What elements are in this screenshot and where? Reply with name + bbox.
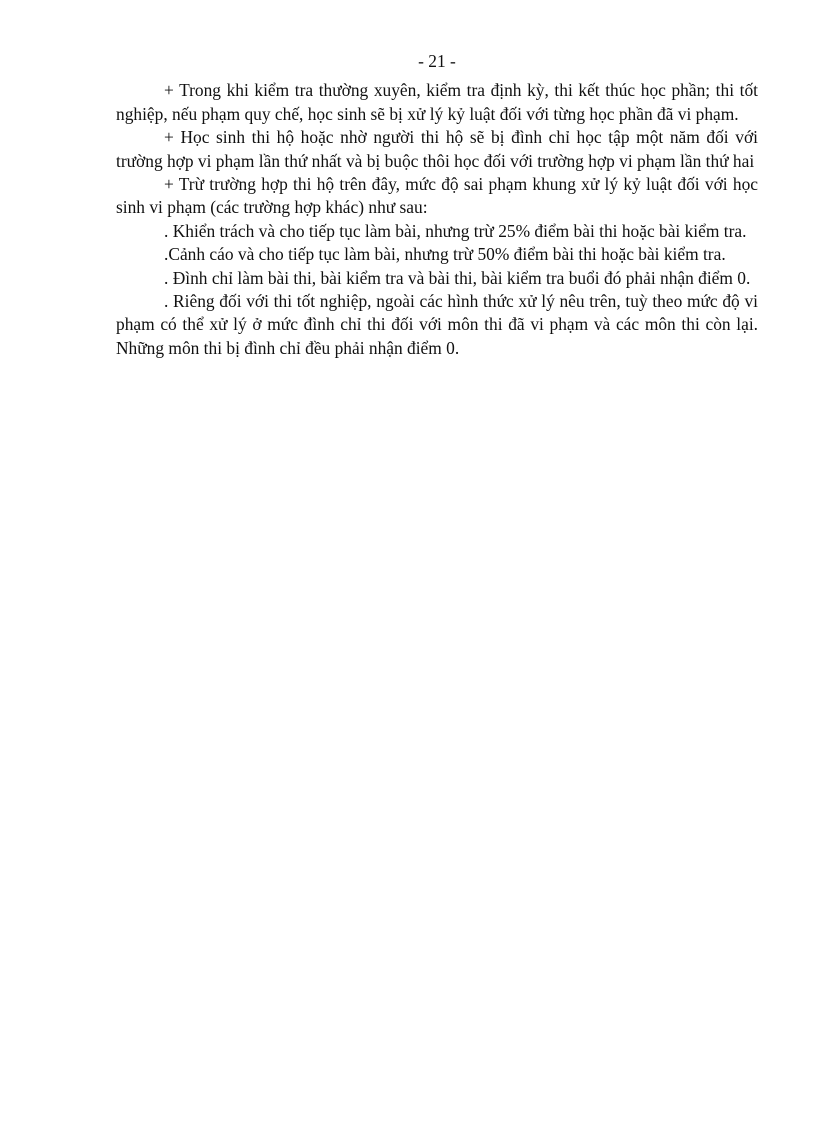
paragraph-exam-violation: + Trong khi kiểm tra thường xuyên, kiểm tra định kỳ, thi kết thúc học phần; thi tốt nghiệp, nếu phạm quy chế, học sinh sẽ bị xử lý kỷ luật đối với từng học phần đã vi phạm.: [116, 80, 758, 124]
paragraph-graduation-exam: . Riêng đối với thi tốt nghiệp, ngoài các hình thức xử lý nêu trên, tuỳ theo mức độ vi phạm có thể xử lý ở mức đình chỉ thi đối với môn thi đã vi phạm và các môn thi còn lại. Những môn thi bị đình chỉ đều phải nhận điểm 0.: [116, 291, 758, 358]
paragraph-other-violations: + Trừ trường hợp thi hộ trên đây, mức độ sai phạm khung xử lý kỷ luật đối với học sinh vi phạm (các trường hợp khác) như sau:: [116, 174, 758, 218]
paragraph-reprimand: . Khiển trách và cho tiếp tục làm bài, nhưng trừ 25% điểm bài thi hoặc bài kiểm tra.: [164, 220, 747, 241]
paragraph-warning: .Cảnh cáo và cho tiếp tục làm bài, nhưng trừ 50% điểm bài thi hoặc bài kiểm tra.: [164, 244, 726, 265]
paragraph-suspension: . Đình chỉ làm bài thi, bài kiểm tra và bài thi, bài kiểm tra buổi đó phải nhận điểm 0.: [164, 267, 751, 288]
document-page: [116, 50, 758, 360]
page-number: - 21 -: [418, 51, 456, 71]
paragraph-proxy-exam: + Học sinh thi hộ hoặc nhờ người thi hộ sẽ bị đình chỉ học tập một năm đối với trường hợp vi phạm lần thứ nhất và bị buộc thôi học đối với trường hợp vi phạm lần thứ hai: [116, 127, 758, 171]
